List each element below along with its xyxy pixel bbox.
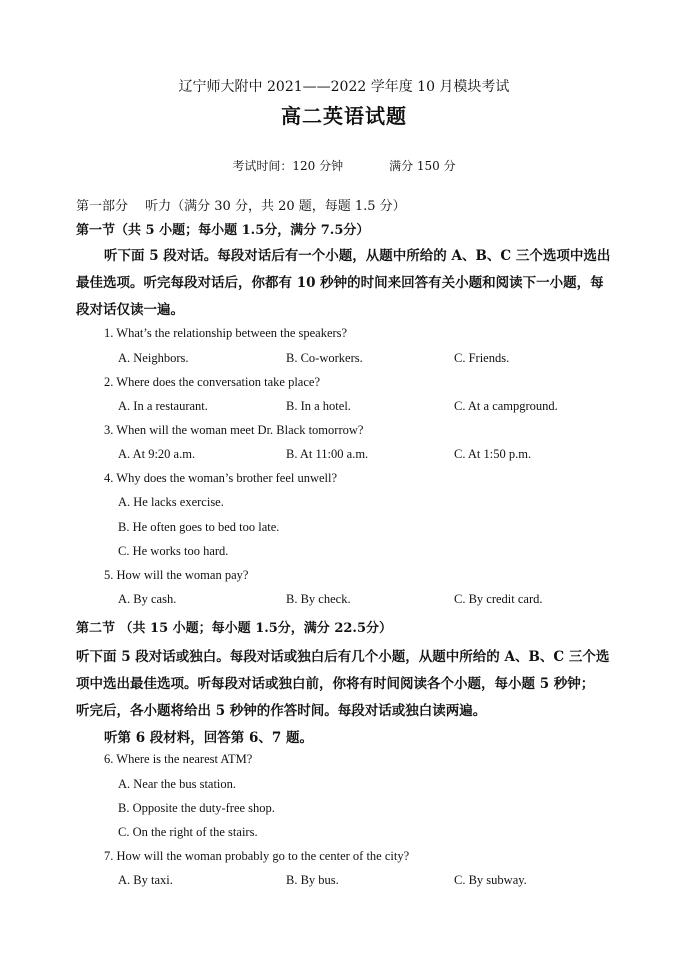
option-b: B. By bus. [286,873,339,887]
exam-time: 考试时间：120 分钟 [232,159,344,173]
option-c: C. By subway. [454,873,527,887]
material-note: 听第 6 段材料，回答第 6、7 题。 [104,730,313,746]
page-title: 高二英语试题 [281,104,407,128]
question-stem: 7. How will the woman probably go to the center of the city? [104,849,410,863]
question-stem: 5. How will the woman pay? [104,568,249,582]
option-c: C. At 1:50 p.m. [454,447,532,461]
option-b: B. He often goes to bed too late. [118,520,280,534]
question-stem: 1. What’s the relationship between the speakers? [104,326,348,340]
section2-heading: 第二节 （共 15 小题；每小题 1.5分，满分 22.5分） [76,621,392,636]
question-stem: 6. Where is the nearest ATM? [104,752,253,766]
option-a: A. He lacks exercise. [118,495,224,509]
option-a: A. By taxi. [118,873,173,887]
option-c: C. On the right of the stairs. [118,825,258,839]
option-b: B. By check. [286,592,351,606]
section1-instructions-line: 听下面 5 段对话。每段对话后有一个小题，从题中所给的 A、B、C 三个选项中选出 [104,248,611,264]
section2-instructions-line: 听下面 5 段对话或独白。每段对话或独白后有几个小题，从题中所给的 A、B、C 三个选 [76,649,610,665]
option-b: B. Opposite the duty-free shop. [118,801,275,815]
question-stem: 4. Why does the woman’s brother feel unwell? [104,471,338,485]
option-b: B. At 11:00 a.m. [286,447,369,461]
section1-instructions-line: 最佳选项。听完每段对话后，你都有 10 秒钟的时间来回答有关小题和阅读下一小题，每 [76,275,604,291]
question-stem: 3. When will the woman meet Dr. Black tomorrow? [104,423,364,437]
option-c: C. Friends. [454,351,510,365]
school-line: 辽宁师大附中 2021——2022 学年度 10 月模块考试 [178,79,510,95]
section2-instructions-line: 听完后，各小题将给出 5 秒钟的作答时间。每段对话或独白读两遍。 [76,703,487,719]
exam-meta [0,157,688,174]
part1-heading: 第一部分 听力（满分 30 分，共 20 题，每题 1.5 分） [76,199,406,214]
option-c: C. He works too hard. [118,544,229,558]
question-stem: 2. Where does the conversation take place? [104,375,320,389]
option-b: B. Co-workers. [286,351,363,365]
section1-heading: 第一节（共 5 小题；每小题 1.5分，满分 7.5分） [76,223,370,238]
option-a: A. Near the bus station. [118,777,237,791]
option-b: B. In a hotel. [286,399,351,413]
section1-instructions-line: 段对话仅读一遍。 [76,302,184,318]
option-a: A. By cash. [118,592,177,606]
option-c: C. By credit card. [454,592,543,606]
option-a: A. At 9:20 a.m. [118,447,196,461]
full-score: 满分 150 分 [389,159,456,173]
option-a: A. In a restaurant. [118,399,208,413]
section2-instructions-line: 项中选出最佳选项。听每段对话或独白前，你将有时间阅读各个小题，每小题 5 秒钟； [76,676,595,692]
option-c: C. At a campground. [454,399,558,413]
option-a: A. Neighbors. [118,351,189,365]
